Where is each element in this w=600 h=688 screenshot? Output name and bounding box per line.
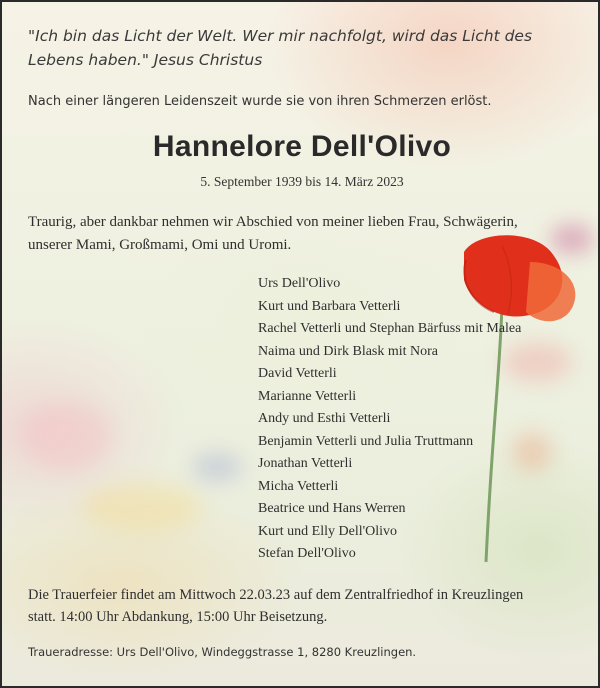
background-flower-yellow — [82, 482, 202, 532]
background-flower-blue — [192, 452, 242, 482]
quote-line-1: "Ich bin das Licht der Welt. Wer mir nachfolgt, wird das Licht des — [28, 27, 533, 45]
mourner-item: Stefan Dell'Olivo — [258, 546, 356, 561]
mourner-item: Rachel Vetterli und Stephan Bärfuss mit Malea — [258, 321, 522, 336]
mourner-item: Andy und Esthi Vetterli — [258, 411, 391, 426]
mourner-item: Naima und Dirk Blask mit Nora — [258, 343, 439, 359]
mourners-list — [258, 273, 521, 566]
mourner-item: Urs Dell'Olivo — [258, 276, 341, 291]
farewell-text — [28, 211, 578, 257]
mourning-address: Traueradresse: Urs Dell'Olivo, Windeggstrasse 1, 8280 Kreuzlingen. — [28, 645, 417, 659]
mourner-item: David Vetterli — [258, 366, 337, 381]
mourner-item: Micha Vetterli — [258, 478, 339, 494]
quote-line-2: Lebens haben." Jesus Christus — [28, 51, 263, 69]
mourner-item: Kurt und Elly Dell'Olivo — [258, 523, 398, 539]
ceremony-line-1: Die Trauerfeier findet am Mittwoch 22.03.23 auf dem Zentralfriedhof in Kreuzlingen — [28, 587, 524, 603]
mourner-item: Benjamin Vetterli und Julia Truttmann — [258, 433, 474, 449]
bible-quote — [28, 24, 548, 72]
background-flower-peach — [22, 402, 112, 472]
farewell-line-2: unserer Mami, Großmami, Omi und Uromi. — [28, 237, 292, 253]
mourner-item: Marianne Vetterli — [258, 388, 357, 404]
deceased-name: Hannelore Dell'Olivo — [152, 130, 452, 163]
life-dates: 5. September 1939 bis 14. März 2023 — [200, 174, 404, 189]
farewell-line-1: Traurig, aber dankbar nehmen wir Abschied von meiner lieben Frau, Schwägerin, — [28, 214, 518, 230]
mourner-item: Jonathan Vetterli — [258, 456, 353, 471]
mourner-item: Beatrice und Hans Werren — [258, 501, 406, 516]
ceremony-line-2: statt. 14:00 Uhr Abdankung, 15:00 Uhr Beisetzung. — [28, 609, 328, 625]
mourner-item: Kurt und Barbara Vetterli — [258, 298, 401, 314]
ceremony-info — [28, 584, 588, 628]
intro-text: Nach einer längeren Leidenszeit wurde sie von ihren Schmerzen erlöst. — [28, 94, 492, 109]
